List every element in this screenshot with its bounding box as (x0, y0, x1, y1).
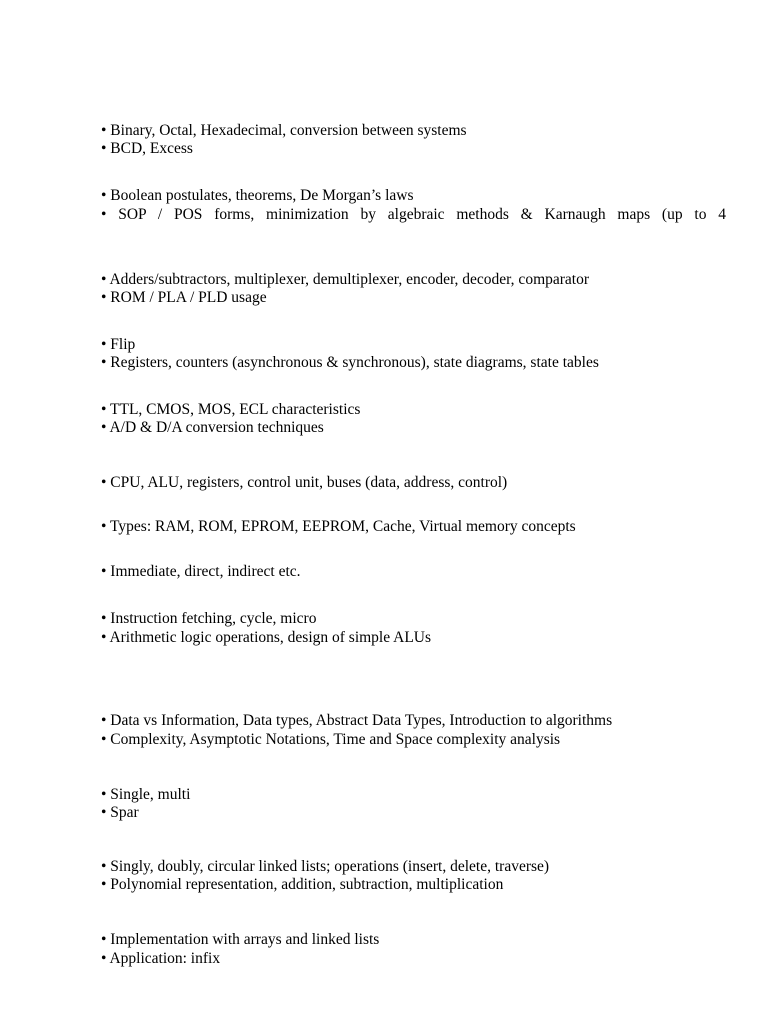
bullet-addressing-modes: • Immediate, direct, indirect etc. (101, 563, 301, 580)
bullet-cpu-components: • CPU, ALU, registers, control unit, buses (data, address, control) (101, 474, 508, 491)
bullet-sop-pos-forms: • SOP / POS forms, minimization by algebraic methods & Karnaugh maps (up to 4 (101, 206, 726, 223)
bullet-flip: • Flip (101, 336, 136, 353)
bullet-data-types: • Data vs Information, Data types, Abstract Data Types, Introduction to algorithms (101, 712, 613, 729)
bullet-application-infix: • Application: infix (101, 950, 221, 967)
bullet-spar: • Spar (101, 804, 139, 821)
bullet-memory-types: • Types: RAM, ROM, EPROM, EEPROM, Cache, Virtual memory concepts (101, 518, 576, 535)
bullet-polynomial: • Polynomial representation, addition, subtraction, multiplication (101, 876, 504, 893)
bullet-conversion-techniques: • A/D & D/A conversion techniques (101, 419, 324, 436)
bullet-programmable-logic: • ROM / PLA / PLD usage (101, 289, 267, 306)
bullet-codes: • BCD, Excess (101, 140, 193, 157)
bullet-combinational-circuits: • Adders/subtractors, multiplexer, demultiplexer, encoder, decoder, comparator (101, 271, 590, 288)
bullet-arrays: • Single, multi (101, 786, 191, 803)
bullet-linked-lists: • Singly, doubly, circular linked lists; operations (insert, delete, traverse) (101, 858, 550, 875)
bullet-instruction-fetching: • Instruction fetching, cycle, micro (101, 610, 317, 627)
bullet-complexity: • Complexity, Asymptotic Notations, Time and Space complexity analysis (101, 731, 561, 748)
bullet-boolean-postulates: • Boolean postulates, theorems, De Morgan’s laws (101, 187, 414, 204)
bullet-registers-counters: • Registers, counters (asynchronous & synchronous), state diagrams, state tables (101, 354, 599, 371)
bullet-logic-families: • TTL, CMOS, MOS, ECL characteristics (101, 401, 361, 418)
bullet-arithmetic-logic: • Arithmetic logic operations, design of simple ALUs (101, 629, 432, 646)
bullet-number-systems: • Binary, Octal, Hexadecimal, conversion between systems (101, 122, 467, 139)
bullet-stack-implementation: • Implementation with arrays and linked lists (101, 931, 380, 948)
